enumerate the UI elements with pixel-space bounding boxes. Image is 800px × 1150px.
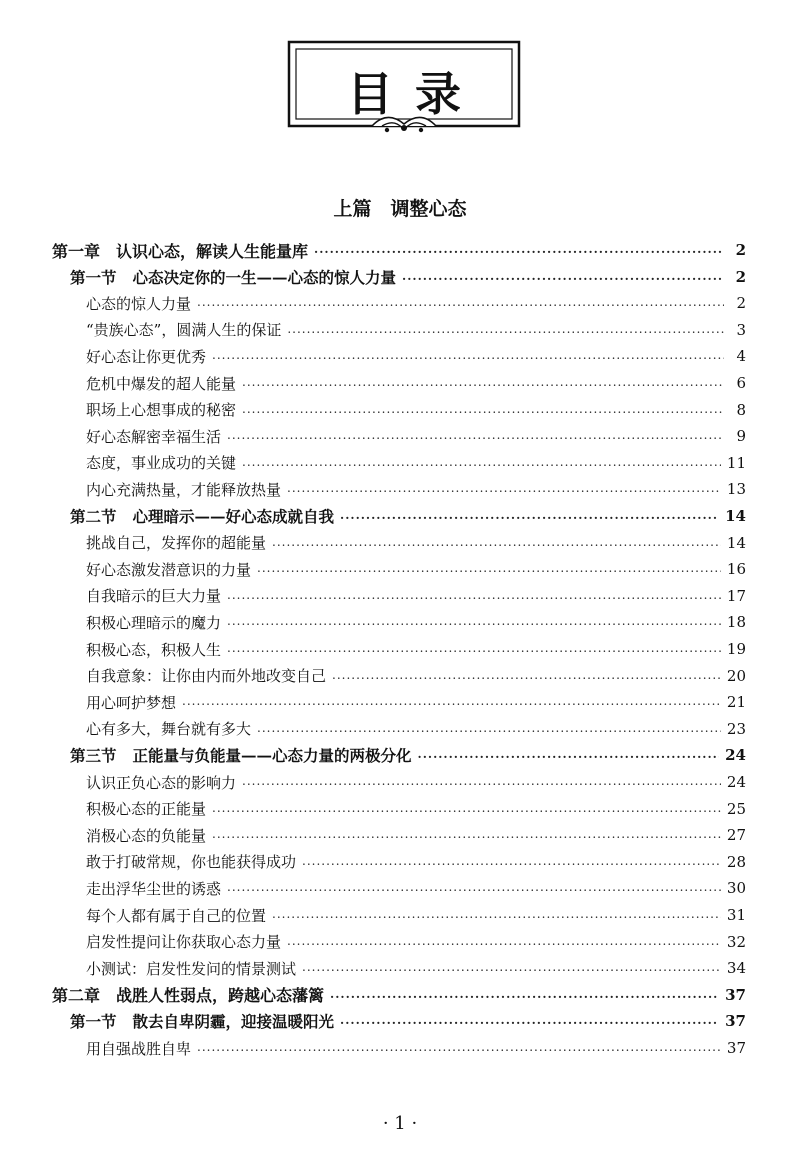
toc-page-number: 18 (726, 613, 746, 632)
toc-page-number: 2 (735, 241, 746, 259)
toc-entry-title (86, 585, 221, 606)
toc-page-number: 25 (726, 799, 746, 818)
toc-page-number: 9 (736, 427, 746, 446)
toc-entry-text: 认识正负心态的影响力 (86, 773, 237, 792)
dot-leader (287, 322, 724, 338)
toc-entry-text: 战胜人性弱点，跨越心态藩篱 (116, 986, 325, 1006)
toc-item-row[interactable] (86, 530, 746, 556)
toc-entry-title (86, 559, 251, 580)
toc-entry-title (86, 373, 236, 394)
toc-section-row[interactable] (70, 1008, 746, 1034)
toc-item-row[interactable] (86, 476, 746, 502)
toc-entry-title (86, 878, 221, 899)
toc-entry-number: 第一节 (70, 1012, 117, 1032)
toc-entry-title (52, 983, 324, 1006)
toc-entry-text: 心有多大，舞台就有多大 (86, 720, 252, 739)
toc-entry-text: 心理暗示——好心态成就自我 (132, 507, 335, 526)
toc-entry-title (86, 426, 221, 447)
toc-entry-title (86, 479, 281, 500)
dot-leader (272, 907, 721, 923)
toc-item-row[interactable] (86, 317, 746, 343)
toc-entry-text: 用心呵护梦想 (86, 693, 177, 712)
toc-page-number: 13 (726, 480, 746, 499)
part-heading: 上篇 调整心态 (333, 198, 467, 220)
toc-entry-title (86, 958, 296, 979)
toc-page-number: 16 (726, 560, 746, 579)
toc-item-row[interactable] (86, 796, 746, 822)
toc-entry-text: 每个人都有属于自己的位置 (86, 906, 267, 925)
toc-entry-title (86, 825, 206, 846)
title-frame (287, 40, 521, 136)
toc-entry-text: 自我意象：让你由内而外地改变自己 (86, 667, 327, 686)
toc-entry-title (86, 293, 191, 314)
toc-item-row[interactable] (86, 929, 746, 955)
toc-item-row[interactable] (86, 290, 746, 316)
toc-page-number: 2 (736, 294, 746, 313)
dot-leader (227, 588, 721, 604)
toc-page-number: 14 (726, 533, 746, 552)
dot-leader (227, 880, 721, 896)
toc-entry-title (86, 905, 266, 926)
toc-entry-text: 内心充满热量，才能释放热量 (86, 480, 282, 499)
toc-entry-title (86, 612, 221, 633)
dot-leader (418, 747, 720, 763)
dot-leader (330, 987, 719, 1003)
page-number: · 1 · (382, 1113, 418, 1134)
dot-leader (227, 428, 724, 444)
toc-entry-text: 散去自卑阴霾，迎接温暖阳光 (132, 1012, 335, 1032)
toc-page-number: 27 (726, 826, 746, 845)
toc-chapter-row[interactable] (52, 237, 746, 263)
toc-page-number: 4 (736, 347, 746, 366)
toc-entry-text: 好心态激发潜意识的力量 (86, 560, 252, 579)
toc-page-number: 28 (726, 852, 746, 871)
dot-leader (287, 934, 721, 950)
toc-entry-title (86, 319, 281, 340)
toc-section-row[interactable] (70, 264, 746, 290)
dot-leader (340, 508, 719, 524)
toc-entry-title (70, 744, 412, 766)
toc-entry-title (86, 692, 176, 713)
toc-item-row[interactable] (86, 716, 746, 742)
toc-entry-number: 第一节 (70, 267, 117, 287)
toc-item-row[interactable] (86, 556, 746, 582)
toc-entry-text: 积极心态，积极人生 (86, 640, 222, 659)
dot-leader (302, 854, 721, 870)
dot-leader (212, 348, 724, 364)
toc-page-number: 14 (725, 507, 746, 525)
toc-item-row[interactable] (86, 822, 746, 848)
toc-entry-number: 第二节 (70, 507, 117, 526)
toc-item-row[interactable] (86, 1035, 746, 1061)
toc-item-row[interactable] (86, 849, 746, 875)
toc-item-row[interactable] (86, 609, 746, 635)
dot-leader (227, 614, 721, 630)
toc-entry-text: 职场上心想事成的秘密 (86, 401, 237, 420)
toc-entry-text: 认识心态，解读人生能量库 (116, 241, 309, 261)
toc-section-row[interactable] (70, 503, 746, 529)
toc-item-row[interactable] (86, 343, 746, 369)
toc-item-row[interactable] (86, 423, 746, 449)
toc-entry-text: 走出浮华尘世的诱惑 (86, 879, 222, 898)
toc-page-number: 30 (726, 879, 746, 898)
toc-entry-text: 危机中爆发的超人能量 (86, 374, 237, 393)
toc-entry-text: 心态决定你的一生——心态的惊人力量 (132, 267, 397, 287)
toc-page-number: 11 (726, 453, 746, 472)
toc-item-row[interactable] (86, 636, 746, 662)
toc-page-number: 31 (726, 906, 746, 924)
toc-entry-title (86, 1038, 191, 1059)
dot-leader (227, 641, 721, 657)
toc-entry-number: 第一章 (52, 241, 101, 261)
toc-entry-text: 敢于打破常规，你也能获得成功 (86, 853, 297, 872)
toc-entry-number: 第三节 (70, 746, 117, 766)
dot-leader (212, 827, 721, 843)
toc-title: 目录 (347, 67, 483, 121)
toc-entry-text: 好心态解密幸福生活 (86, 427, 222, 446)
toc-entry-text: “贵族心态”，圆满人生的保证 (86, 321, 282, 340)
toc-page-number: 8 (736, 400, 746, 419)
dot-leader (272, 535, 721, 551)
dot-leader (257, 561, 721, 577)
dot-leader (287, 481, 721, 497)
toc-page-number: 24 (725, 746, 746, 765)
toc-page-number: 6 (736, 374, 746, 392)
toc-entry-title (86, 665, 326, 686)
toc-entry-title (70, 1010, 334, 1032)
toc-entry-text: 用自强战胜自卑 (86, 1039, 192, 1058)
toc-entry-title (52, 239, 308, 262)
toc-page-number: 24 (726, 773, 746, 791)
toc-entry-title (86, 851, 296, 872)
toc-entry-title (70, 266, 396, 288)
dot-leader (242, 455, 721, 471)
toc-entry-text: 启发性提问让你获取心态力量 (86, 933, 282, 952)
toc-page-number: 37 (726, 1039, 746, 1057)
toc-item-row[interactable] (86, 583, 746, 609)
toc-item-row[interactable] (86, 450, 746, 476)
toc-page-number: 19 (726, 640, 746, 658)
toc-item-row[interactable] (86, 689, 746, 715)
dot-leader (242, 774, 721, 790)
toc-entry-title (70, 505, 334, 527)
toc-entry-text: 好心态让你更优秀 (86, 347, 207, 366)
toc-entry-title (86, 532, 266, 553)
toc-item-row[interactable] (86, 769, 746, 795)
toc-entry-text: 挑战自己，发挥你的超能量 (86, 534, 267, 553)
toc-entry-title (86, 346, 206, 367)
toc-page-number: 17 (726, 586, 746, 605)
toc-page-number: 2 (735, 267, 746, 286)
toc-page-number: 32 (726, 932, 746, 951)
toc-entry-title (86, 399, 236, 420)
toc-entry-title (86, 798, 206, 819)
toc-entry-text: 态度，事业成功的关键 (86, 454, 237, 473)
toc-page-number: 37 (725, 985, 746, 1004)
dot-leader (314, 242, 724, 258)
toc-item-row[interactable] (86, 902, 746, 928)
dot-leader (257, 721, 721, 737)
toc-page-number: 21 (726, 693, 746, 712)
toc-entry-text: 心态的惊人力量 (86, 294, 192, 313)
toc-section-row[interactable] (70, 742, 746, 768)
toc-entry-text: 小测试：启发性发问的情景测试 (86, 959, 297, 978)
dot-leader (197, 1040, 721, 1056)
dot-leader (242, 375, 724, 391)
dot-leader (197, 295, 724, 311)
toc-entry-text: 积极心态的正能量 (86, 800, 207, 819)
dot-leader (212, 801, 721, 817)
toc-entry-text: 正能量与负能量——心态力量的两极分化 (132, 746, 412, 766)
toc-chapter-row[interactable] (52, 982, 746, 1008)
toc-page-number: 3 (736, 320, 746, 339)
toc-page-number: 20 (726, 666, 746, 685)
dot-leader (340, 1013, 719, 1029)
dot-leader (402, 269, 724, 285)
toc-item-row[interactable] (86, 955, 746, 981)
dot-leader (182, 694, 721, 710)
toc-entry-text: 积极心理暗示的魔力 (86, 613, 222, 632)
toc-item-row[interactable] (86, 370, 746, 396)
toc-entry-number: 第二章 (52, 986, 101, 1006)
toc-item-row[interactable] (86, 397, 746, 423)
toc-page-number: 34 (726, 959, 746, 978)
dot-leader (332, 668, 721, 684)
toc-entry-title (86, 772, 236, 793)
dot-leader (242, 402, 724, 418)
toc-entry-text: 消极心态的负能量 (86, 826, 207, 845)
toc-entry-title (86, 639, 221, 660)
toc-entry-title (86, 452, 236, 473)
toc-entry-title (86, 931, 281, 952)
toc-page-number: 37 (725, 1012, 746, 1031)
toc-entry-title (86, 718, 251, 739)
toc-entry-text: 自我暗示的巨大力量 (86, 587, 222, 606)
toc-item-row[interactable] (86, 663, 746, 689)
toc-page-number: 23 (726, 719, 746, 738)
dot-leader (302, 960, 721, 976)
toc-item-row[interactable] (86, 875, 746, 901)
